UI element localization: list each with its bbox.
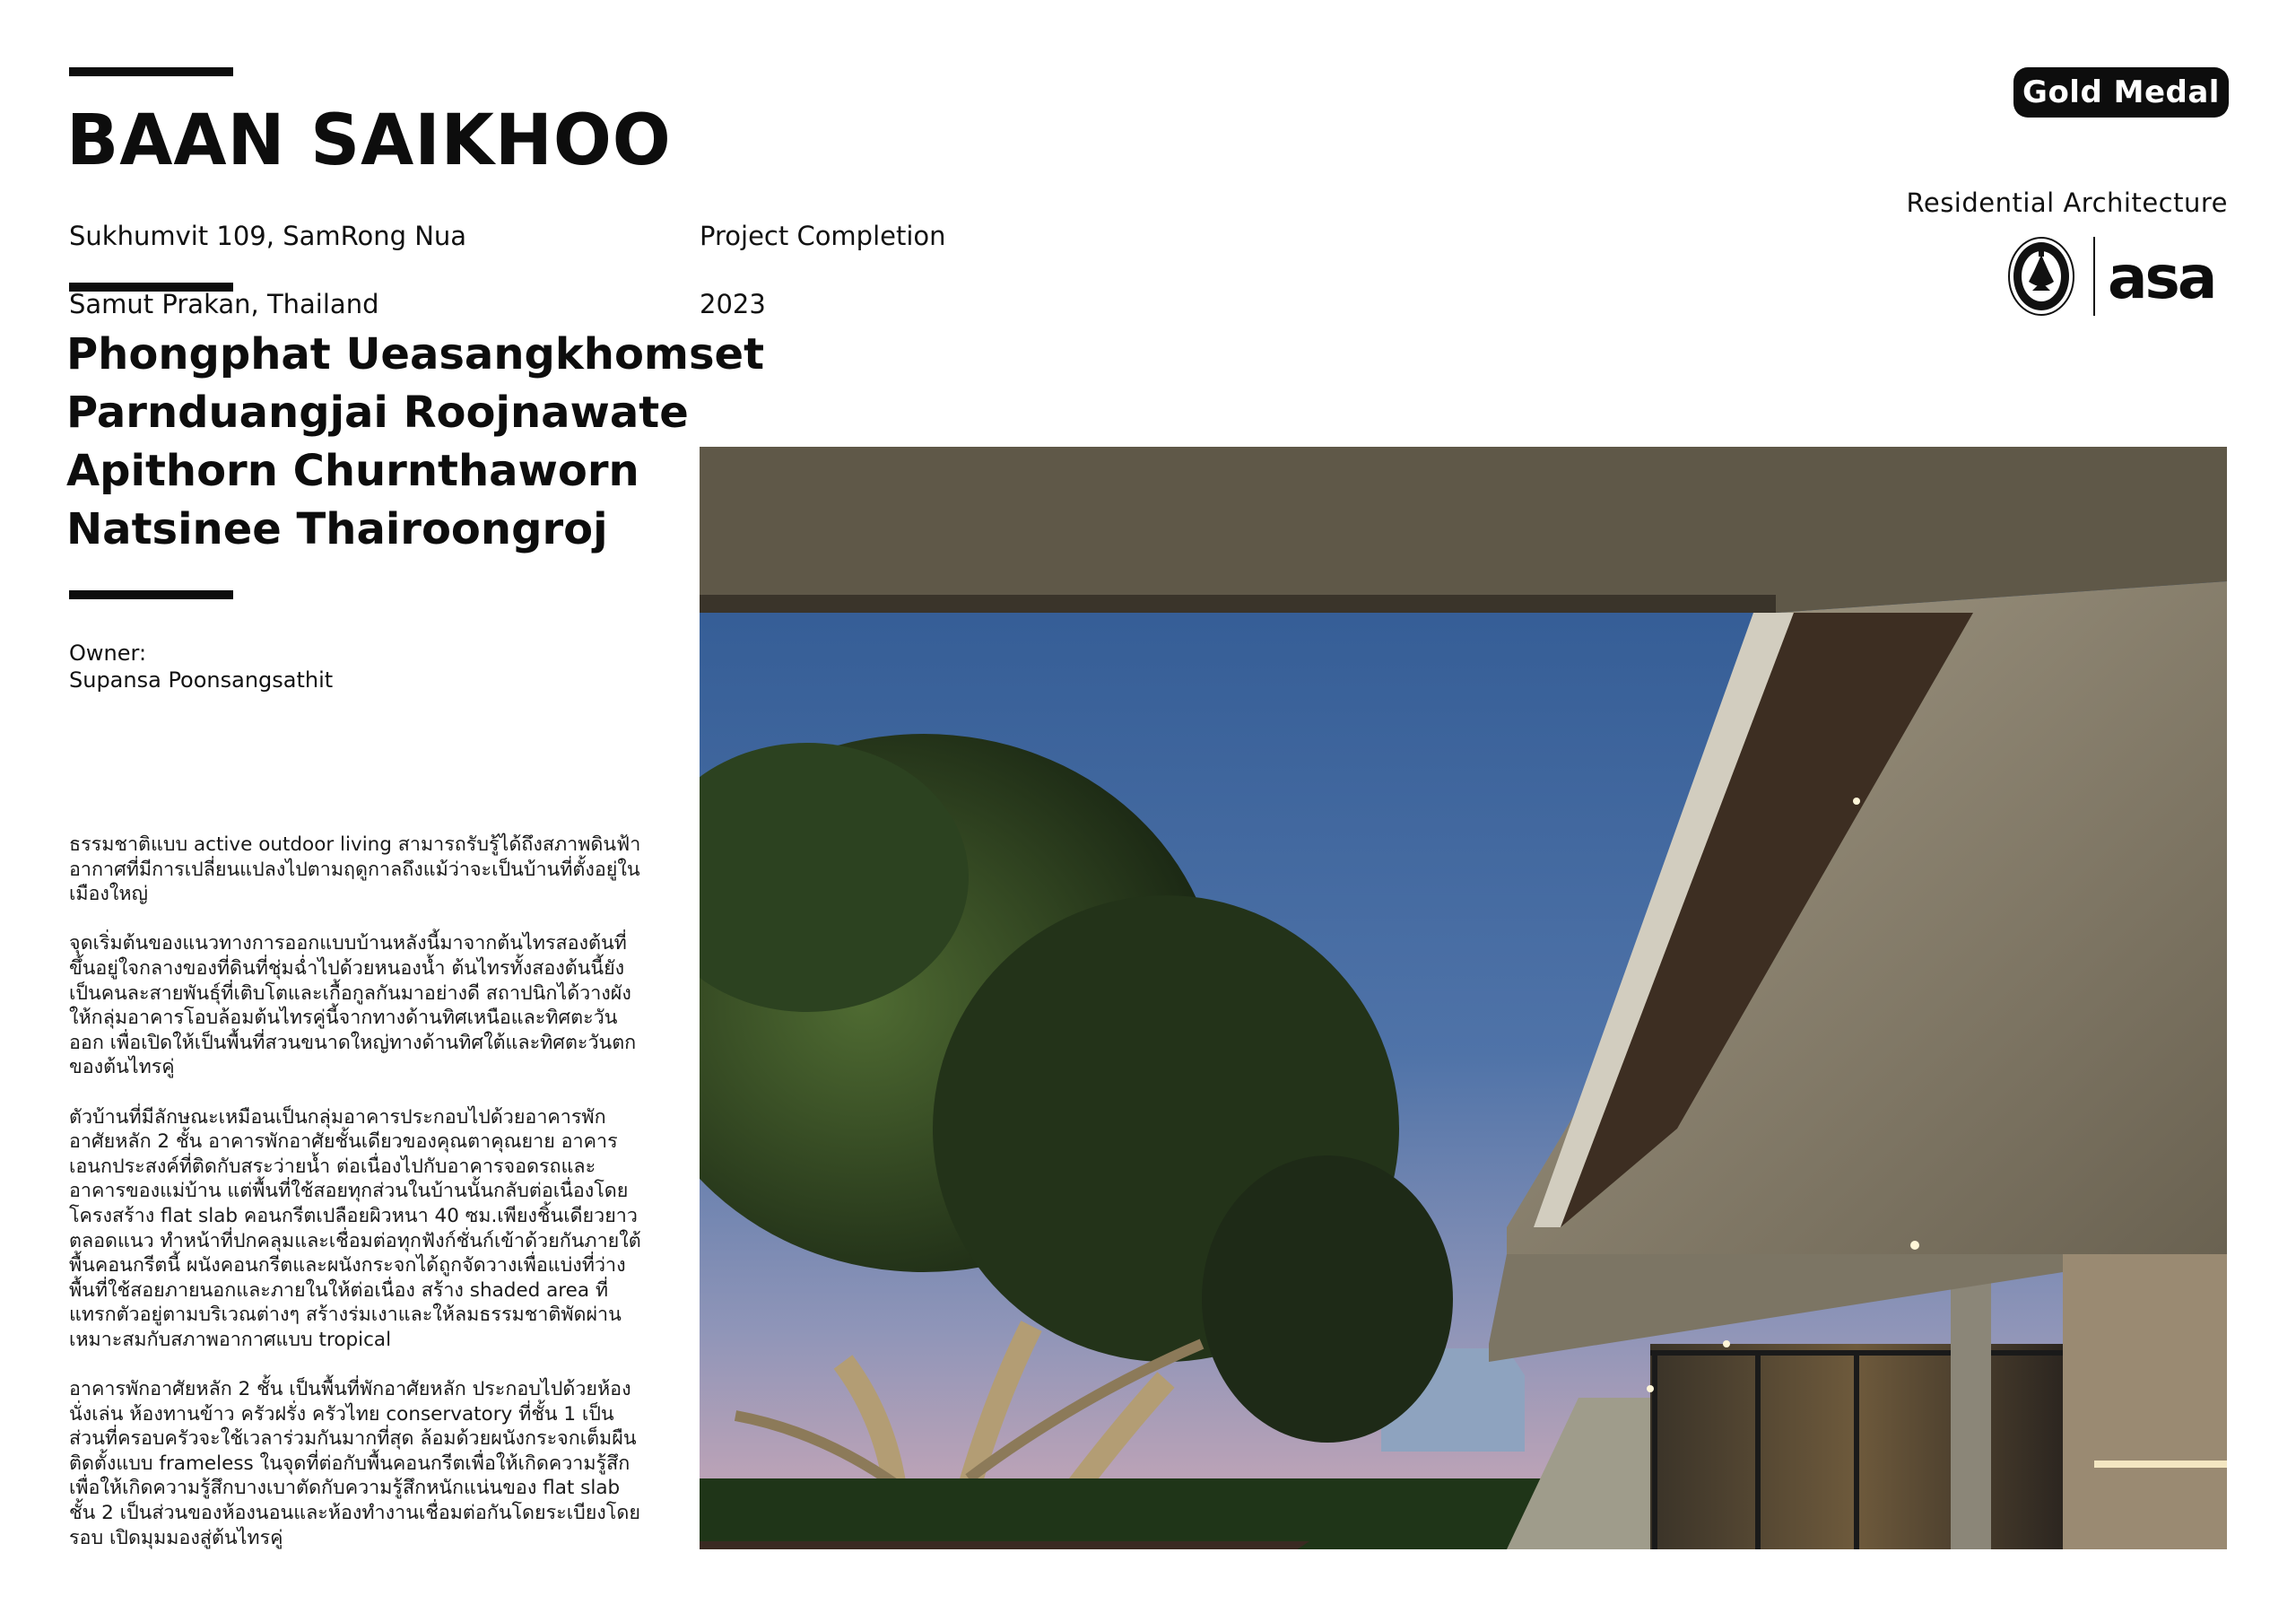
project-description xyxy=(69,833,643,1575)
award-badge: Gold Medal xyxy=(2013,67,2229,118)
owner-block xyxy=(69,640,333,693)
architect-name: Natsinee Thairoongroj xyxy=(66,504,608,554)
address-line-1: Sukhumvit 109, SamRong Nua xyxy=(69,221,467,251)
interior-wall xyxy=(2063,1254,2227,1549)
project-photo xyxy=(700,447,2227,1549)
owner-name: Supansa Poonsangsathit xyxy=(69,667,334,693)
timber-deck xyxy=(700,1541,1309,1549)
architect-name: Parnduangjai Roojnawate xyxy=(66,388,689,438)
top-divider-rule xyxy=(69,67,233,76)
project-title: BAAN SAIKHOO xyxy=(66,100,672,181)
description-paragraph: ธรรมชาติแบบ active outdoor living สามารถรับรู้ได้ถึงสภาพดินฟ้าอากาศที่มีการเปลี่ยนแปลงไปตามฤดูกาลถึงแม้ว่าจะเป็นบ้านที่ตั้งอยู่ในเมืองใหญ่ xyxy=(69,833,641,906)
architect-name: Apithorn Churnthaworn xyxy=(66,446,639,496)
architects-divider-rule xyxy=(69,590,233,599)
completion-label: Project Completion xyxy=(700,221,946,251)
slab-shadow-edge xyxy=(700,595,1776,613)
description-paragraph: จุดเริ่มต้นของแนวทางการออกแบบบ้านหลังนี้มาจากต้นไทรสองต้นที่ขึ้นอยู่ใจกลางของที่ดินที่ชุ่มฉ่ำไปด้วยหนองน้ำ ต้นไทรทั้งสองต้นนี้ยังเป็นคนละสายพันธุ์ที่เติบโตและเกื้อกูลกันมาอย่างดี สถาปนิกได้วางผังให้กลุ่มอาคารโอบล้อมต้นไทรคู่นี้จากทางด้านทิศเหนือและทิศตะวันออก เพื่อเปิดให้เป็นพื้นที่สวนขนาดใหญ่ทางด้านทิศใต้และทิศตะวันตกของต้นไทรคู่ xyxy=(69,932,637,1079)
wall-light-strip xyxy=(2094,1461,2227,1468)
architect-list xyxy=(66,326,764,559)
concrete-column xyxy=(1951,1259,1991,1549)
logo-svg xyxy=(2007,235,2230,318)
svg-text:asa: asa xyxy=(2108,243,2215,312)
logo-divider xyxy=(2093,237,2095,316)
description-paragraph: อาคารพักอาศัยหลัก 2 ชั้น เป็นพื้นที่พักอาศัยหลัก ประกอบไปด้วยห้องนั่งเล่น ห้องทานข้าว ครัวฝรั่ง ครัวไทย conservatory ที่ชั้น 1 เป็นส่วนที่ครอบครัวจะใช้เวลาร่วมกันมากที่สุด ล้อมด้วยผนังกระจกเต็มผืนติดตั้งแบบ frameless ในจุดที่ต่อกับพื้นคอนกรีตเพื่อให้เกิดความรู้สึกเพื่อให้เกิดความรู้สึกบางเบาตัดกับความรู้สึกหนักแน่นของ flat slab ชั้น 2 เป็นส่วนของห้องนอนและห้องทำงานเชื่อมต่อกันโดยระเบียงโดยรอบ เปิดมุมมองสู่ต้นไทรคู่ xyxy=(69,1378,640,1549)
asa-seal-icon xyxy=(2009,238,2074,315)
description-paragraph: ตัวบ้านที่มีลักษณะเหมือนเป็นกลุ่มอาคารประกอบไปด้วยอาคารพักอาศัยหลัก 2 ชั้น อาคารพักอาศัยชั้นเดียวของคุณตาคุณยาย อาคารเอนกประสงค์ที่ติดกับสระว่ายน้ำ ต่อเนื่องไปกับอาคารจอดรถและอาคารของแม่บ้าน แต่พื้นที่ใช้สอยทุกส่วนในบ้านนั้นกลับต่อเนื่องโดยโครงสร้าง flat slab คอนกรีตเปลือยผิวหนา 40 ซม.เพียงชิ้นเดียวยาวตลอดแนว ทำหน้าที่ปกคลุมและเชื่อมต่อทุกฟังก์ชั่นก์เข้าด้วยกันภายใต้พื้นคอนกรีตนี้ ผนังคอนกรีตและผนังกระจกได้ถูกจัดวางเพื่อแบ่งที่ว่าง พื้นที่ใช้สอยภายนอกและภายในให้ต่อเนื่อง สร้าง shaded area ที่แทรกตัวอยู่ตามบริเวณต่างๆ สร้างร่มเงาและให้ลมธรรมชาติพัดผ่าน เหมาะสมกับสภาพอากาศแบบ tropical xyxy=(69,1105,641,1351)
logo-group xyxy=(2007,235,2230,318)
completion-year: 2023 xyxy=(700,289,766,319)
award-category: Residential Architecture xyxy=(1906,187,2228,218)
owner-label: Owner: xyxy=(69,641,147,666)
lawn xyxy=(700,1478,1596,1549)
architect-name: Phongphat Ueasangkhomset xyxy=(66,329,765,379)
photo-scene xyxy=(700,447,2227,1549)
address-line-2: Samut Prakan, Thailand xyxy=(69,289,379,319)
concrete-slab-top xyxy=(700,447,2227,613)
asa-wordmark-icon xyxy=(2108,243,2214,312)
